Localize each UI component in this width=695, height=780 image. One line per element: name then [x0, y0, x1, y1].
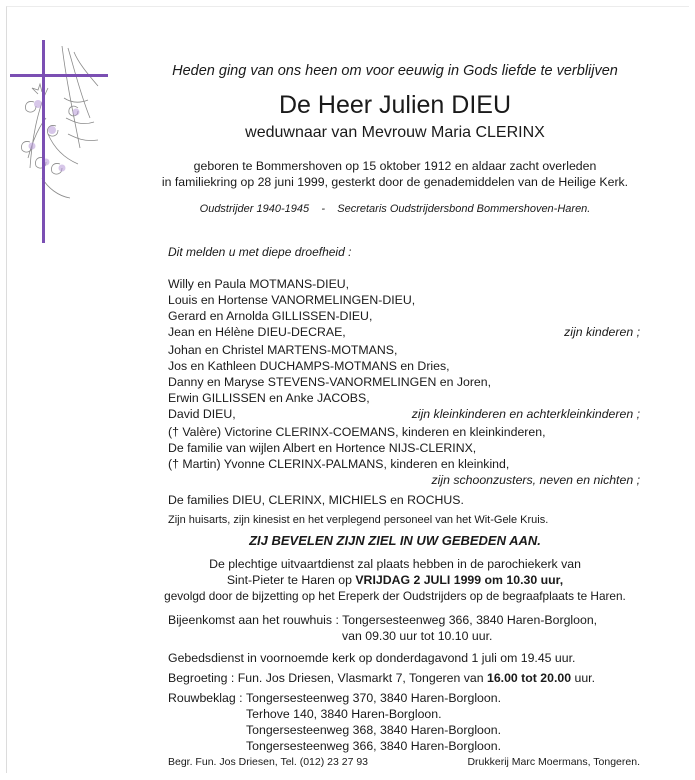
grandchild-entry: David DIEU, — [168, 407, 236, 421]
deceased-name: De Heer Julien DIEU — [278, 91, 512, 119]
child-entry: Louis en Hortense VANORMELINGEN-DIEU, — [168, 293, 416, 307]
condolence-address: Terhove 140, 3840 Haren-Borgloon. — [246, 707, 442, 721]
announcement-intro: Dit melden u met diepe droefheid : — [168, 245, 352, 259]
printer-footer: Drukkerij Marc Moermans, Tongeren. — [467, 756, 640, 768]
condolence-address: Tongersesteenweg 366, 3840 Haren-Borgloon. — [246, 739, 501, 753]
widower-line: weduwnaar van Mevrouw Maria CLERINX — [245, 124, 545, 141]
grandchildren-role: zijn kleinkinderen en achterkleinkinderen ; — [411, 407, 640, 421]
condolence-address: Tongersesteenweg 368, 3840 Haren-Borgloon. — [246, 723, 501, 737]
child-entry: Jean en Hélène DIEU-DECRAE, — [168, 325, 346, 339]
cross-with-lilies-icon — [8, 38, 110, 243]
prayer-line: ZIJ BEVELEN ZIJN ZIEL IN UW GEBEDEN AAN. — [249, 533, 541, 548]
death-line: in familiekring op 28 juni 1999, gesterkt door de genademiddelen van de Heilige Kerk. — [161, 175, 629, 189]
condolence-label: Rouwbeklag : — [168, 691, 243, 705]
funeral-date: VRIJDAG 2 JULI 1999 om 10.30 uur, — [355, 573, 564, 587]
grandchild-entry: Jos en Kathleen DUCHAMPS-MOTMANS en Dries, — [168, 359, 450, 373]
greeting-line — [168, 671, 595, 685]
undertaker-footer: Begr. Fun. Jos Driesen, Tel. (012) 23 27 93 — [168, 756, 369, 768]
families-line: De families DIEU, CLERINX, MICHIELS en ROCHUS. — [168, 493, 464, 507]
separator: - — [321, 203, 326, 215]
grandchild-entry: Danny en Maryse STEVENS-VANORMELINGEN en Joren, — [168, 375, 492, 389]
inlaw-entry: († Martin) Yvonne CLERINX-PALMANS, kinderen en kleinkind, — [168, 457, 510, 471]
birth-line: geboren te Bommershoven op 15 oktober 1912 en aldaar zacht overleden — [193, 159, 597, 173]
greeting-suffix: uur. — [571, 671, 596, 685]
funeral-place: Sint-Pieter te Haren op — [226, 573, 356, 587]
inlaw-entry: († Valère) Victorine CLERINX-COEMANS, kinderen en kleinkinderen, — [168, 425, 546, 439]
grandchild-entry: Erwin GILLISSEN en Anke JACOBS, — [168, 391, 370, 405]
funeral-line: De plechtige uitvaartdienst zal plaats hebben in de parochiekerk van — [209, 557, 581, 571]
funeral-date-line — [150, 573, 640, 587]
gathering-line: Bijeenkomst aan het rouwhuis : Tongersesteenweg 366, 3840 Haren-Borgloon, — [168, 613, 598, 627]
opening-line: Heden ging van ons heen om voor eeuwig in Gods liefde te verblijven — [172, 63, 618, 79]
inlaws-role: zijn schoonzusters, neven en nichten ; — [431, 473, 640, 487]
veteran-role: Secretaris Oudstrijdersbond Bommershoven-Haren. — [337, 203, 591, 215]
grandchild-entry: Johan en Christel MARTENS-MOTMANS, — [168, 343, 398, 357]
veteran-line — [150, 202, 640, 216]
veteran-years: Oudstrijder 1940-1945 — [199, 203, 310, 215]
children-role: zijn kinderen ; — [564, 325, 640, 339]
greeting-time: 16.00 tot 20.00 — [486, 671, 572, 685]
child-entry: Willy en Paula MOTMANS-DIEU, — [168, 277, 350, 291]
mass-line: Gebedsdienst in voornoemde kerk op donderdagavond 1 juli om 19.45 uur. — [168, 651, 576, 665]
child-entry: Gerard en Arnolda GILLISSEN-DIEU, — [168, 309, 373, 323]
inlaw-entry: De familie van wijlen Albert en Hortence NIJS-CLERINX, — [168, 441, 477, 455]
burial-line: gevolgd door de bijzetting op het Ereperk der Oudstrijders op de begraafplaats te Haren. — [164, 589, 626, 603]
condolence-address: Tongersesteenweg 370, 3840 Haren-Borgloon. — [246, 691, 501, 705]
thanks-line: Zijn huisarts, zijn kinesist en het verplegend personeel van het Wit-Gele Kruis. — [168, 514, 549, 526]
gathering-time: van 09.30 uur tot 10.10 uur. — [342, 629, 493, 643]
greeting-text: Begroeting : Fun. Jos Driesen, Vlasmarkt 7, Tongeren van — [168, 671, 487, 685]
